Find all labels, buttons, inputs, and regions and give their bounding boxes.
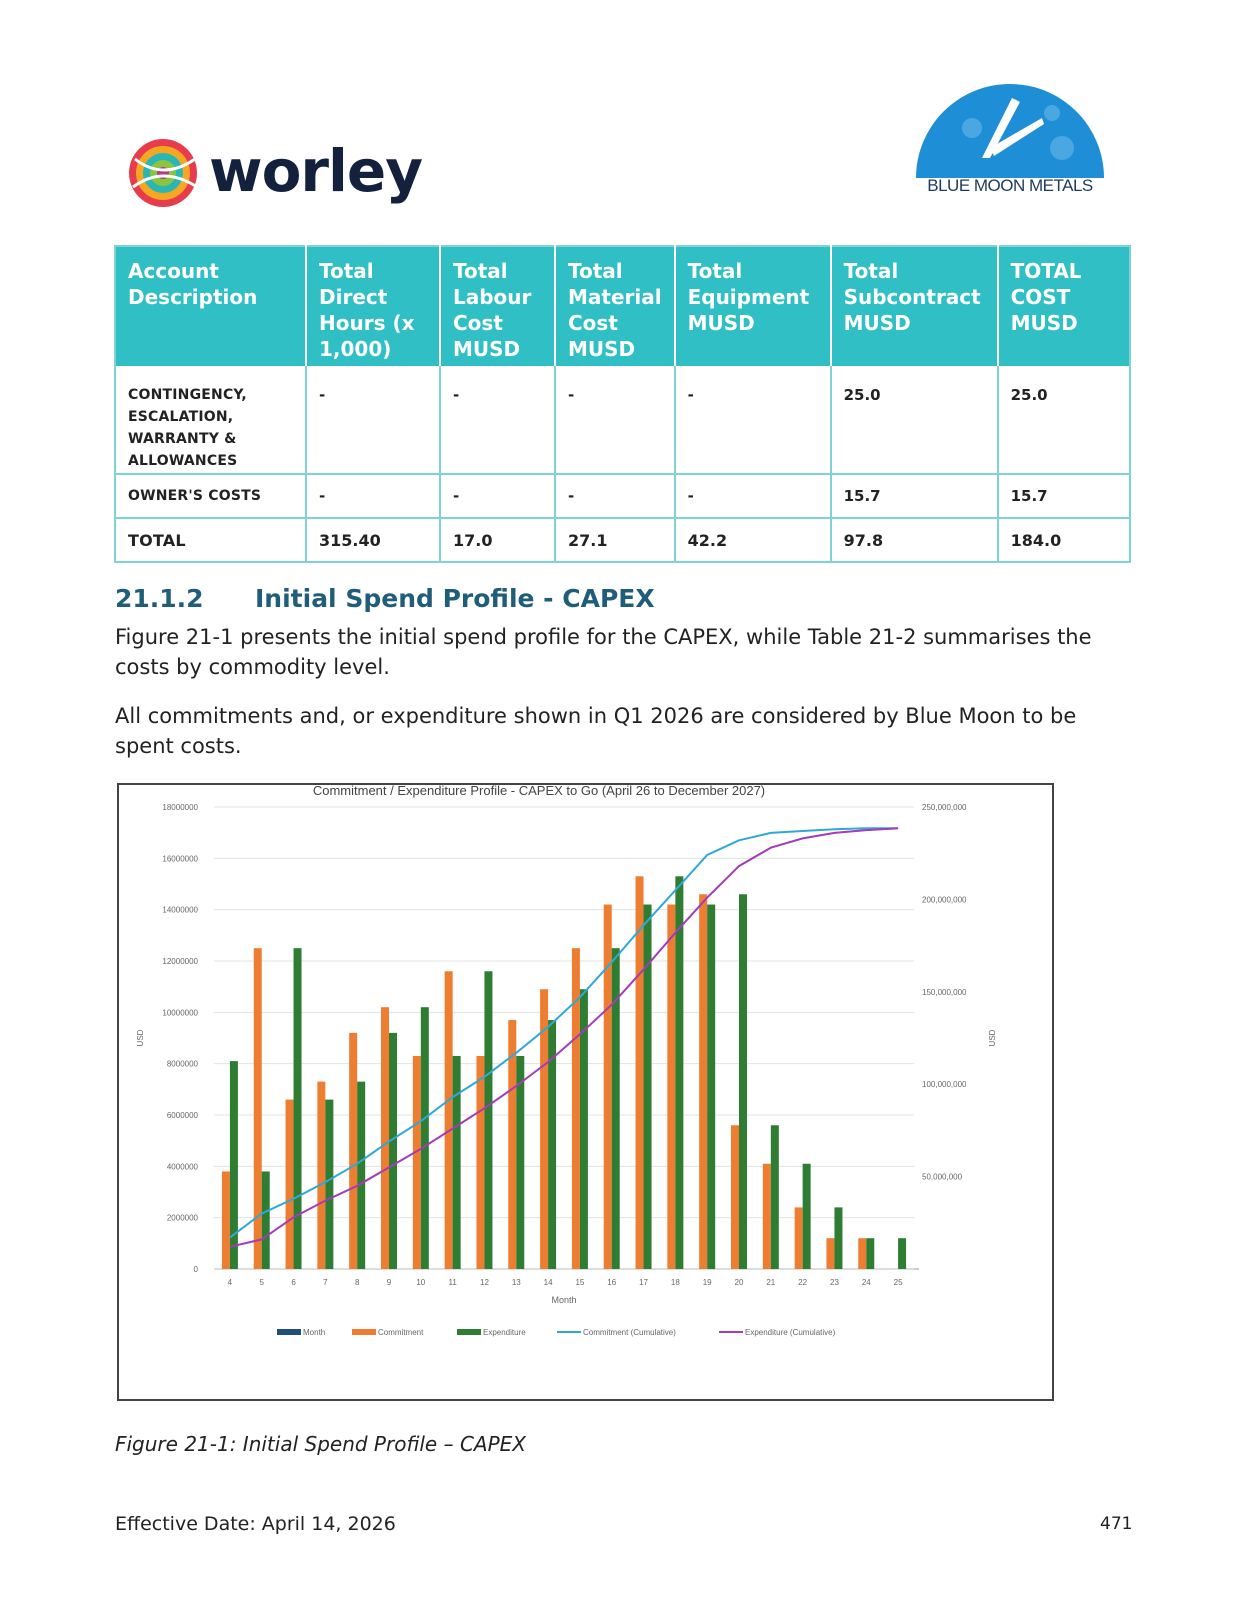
commitment-bar (731, 1125, 739, 1269)
table-row (115, 366, 1130, 474)
x-tick-label: 12 (480, 1278, 489, 1287)
x-tick-label: 9 (386, 1278, 392, 1287)
legend-label: Expenditure (483, 1328, 526, 1337)
table-cell: 315.40 (306, 518, 440, 562)
expenditure-bar (516, 1056, 524, 1269)
commitment-bar (858, 1238, 866, 1269)
paragraph: All commitments and, or expenditure shown in Q1 2026 are considered by Blue Moon to be spent costs. (115, 704, 1077, 758)
y-tick-label: 16000000 (162, 854, 198, 864)
table-row (115, 474, 1130, 518)
x-tick-label: 18 (670, 1278, 680, 1287)
y2-tick-label: 150,000,000 (922, 987, 967, 997)
header-equipment: Total Equipment MUSD (675, 246, 831, 366)
table-cell: - (555, 474, 675, 518)
x-tick-label: 13 (511, 1278, 521, 1287)
commitment-bar (254, 948, 262, 1269)
expenditure-bar (262, 1171, 270, 1269)
expenditure-bar (389, 1033, 397, 1269)
spend-profile-chart (117, 783, 1054, 1401)
commitment-bar (222, 1171, 230, 1269)
legend-swatch (277, 1329, 301, 1335)
expenditure-bar (739, 894, 747, 1269)
table-cell: 97.8 (831, 518, 998, 562)
y2-tick-label: 100,000,000 (922, 1080, 967, 1090)
table-cell: 25.0 (831, 366, 998, 474)
expenditure-bar (675, 876, 683, 1269)
commitment-bar (763, 1164, 771, 1269)
x-tick-label: 4 (227, 1278, 233, 1287)
y-tick-label: 10000000 (162, 1008, 198, 1018)
cost-table (114, 245, 1131, 563)
legend-label: Month (303, 1328, 326, 1337)
x-axis-label: Month (551, 1295, 577, 1305)
y-tick-label: 4000000 (166, 1162, 198, 1172)
commitment-bar (667, 905, 675, 1269)
table-cell: 42.2 (675, 518, 831, 562)
table-cell: 184.0 (998, 518, 1130, 562)
x-tick-label: 22 (798, 1278, 808, 1287)
moon-icon (912, 78, 1108, 178)
y-tick-label: 6000000 (166, 1111, 198, 1120)
table-cell: - (440, 366, 555, 474)
x-tick-label: 8 (354, 1278, 360, 1287)
table-cell: - (675, 474, 831, 518)
legend-label: Commitment (Cumulative) (583, 1328, 676, 1337)
y-axis-label: USD (136, 1029, 145, 1047)
paragraph: Figure 21-1 presents the initial spend profile for the CAPEX, while Table 21-2 summarises the costs by commodity level. (115, 625, 1092, 679)
expenditure-bar (803, 1164, 811, 1269)
commitment-bar (413, 1056, 421, 1269)
expenditure-bar (771, 1125, 779, 1269)
header-total-cost: TOTAL COST MUSD (998, 246, 1130, 366)
x-tick-label: 6 (291, 1278, 296, 1287)
legend-swatch (352, 1329, 376, 1335)
expenditure-bar (834, 1207, 842, 1269)
y-tick-label: 2000000 (166, 1213, 198, 1223)
y-tick-label: 18000000 (162, 803, 198, 812)
x-tick-label: 21 (766, 1278, 776, 1287)
table-cell: 15.7 (998, 474, 1130, 518)
commitment-bar (381, 1007, 389, 1269)
section-number: 21.1.2 (115, 584, 204, 613)
table-header-row (115, 246, 1130, 366)
y-tick-label: 14000000 (162, 905, 198, 915)
table-cell: 25.0 (998, 366, 1130, 474)
commitment-bar (604, 905, 612, 1269)
legend-label: Commitment (378, 1328, 424, 1337)
table-cell: - (675, 366, 831, 474)
table-cell: - (555, 366, 675, 474)
expenditure-bar (898, 1238, 906, 1269)
chart-svg (119, 785, 1052, 1399)
commitment-bar (476, 1056, 484, 1269)
table-cell: 27.1 (555, 518, 675, 562)
x-tick-label: 5 (259, 1278, 264, 1287)
table-cell: TOTAL (115, 518, 306, 562)
figure-caption: Figure 21-1: Initial Spend Profile – CAPEX (115, 1432, 526, 1456)
y-tick-label: 12000000 (162, 957, 198, 966)
x-tick-label: 24 (861, 1278, 871, 1287)
table-cell: - (306, 474, 440, 518)
x-tick-label: 7 (323, 1278, 328, 1287)
x-tick-label: 25 (893, 1278, 903, 1287)
x-tick-label: 11 (448, 1278, 457, 1287)
table-cell: OWNER'S COSTS (115, 474, 306, 518)
expenditure-bar (644, 905, 652, 1269)
worley-swirl-icon (125, 135, 205, 215)
x-tick-label: 14 (543, 1278, 553, 1287)
header-subcontract: Total Subcontract MUSD (831, 246, 998, 366)
section-heading (115, 584, 655, 613)
expenditure-bar (453, 1056, 461, 1269)
legend-swatch (457, 1329, 481, 1335)
header-labour-cost: Total Labour Cost MUSD (440, 246, 555, 366)
expenditure-bar (325, 1100, 333, 1269)
commitment-bar (286, 1100, 294, 1269)
expenditure-bar (357, 1082, 365, 1269)
table-cell: 17.0 (440, 518, 555, 562)
blue-moon-wordmark: BLUE MOON METALS (927, 176, 1093, 195)
commitment-bar (826, 1238, 834, 1269)
chart-title: Commitment / Expenditure Profile - CAPEX to Go (April 26 to December 2027) (312, 785, 766, 798)
y2-tick-label: 50,000,000 (922, 1172, 963, 1182)
x-tick-label: 19 (702, 1278, 712, 1287)
x-tick-label: 20 (734, 1278, 744, 1287)
commitment-bar (795, 1207, 803, 1269)
y-tick-label: 0 (193, 1265, 198, 1274)
header-account-description: Account Description (115, 246, 306, 366)
expenditure-bar (866, 1238, 874, 1269)
commitment-bar (636, 876, 644, 1269)
x-tick-label: 17 (639, 1278, 648, 1287)
table-cell: - (440, 474, 555, 518)
commitment-bar (699, 894, 707, 1269)
x-tick-label: 23 (830, 1278, 839, 1287)
page-number: 471 (1100, 1514, 1133, 1534)
blue-moon-logo (912, 78, 1108, 202)
table-row-total (115, 518, 1130, 562)
x-tick-label: 15 (575, 1278, 585, 1287)
worley-wordmark: worley (209, 137, 423, 205)
commitment-bar (445, 971, 453, 1269)
y2-tick-label: 250,000,000 (922, 803, 967, 812)
table-cell: CONTINGENCY, ESCALATION, WARRANTY & ALLOWANCES (115, 366, 306, 474)
commitment-bar (317, 1082, 325, 1269)
table-cell: 15.7 (831, 474, 998, 518)
commitment-bar (349, 1033, 357, 1269)
y2-tick-label: 200,000,000 (922, 895, 967, 905)
expenditure-bar (421, 1007, 429, 1269)
legend-label: Expenditure (Cumulative) (745, 1328, 836, 1337)
footer-effective-date: Effective Date: April 14, 2026 (115, 1513, 396, 1535)
header-direct-hours: Total Direct Hours (x 1,000) (306, 246, 440, 366)
table-cell: - (306, 366, 440, 474)
header-material-cost: Total Material Cost MUSD (555, 246, 675, 366)
expenditure-bar (484, 971, 492, 1269)
commitment-bar (572, 948, 580, 1269)
section-title: Initial Spend Profile - CAPEX (255, 584, 655, 613)
expenditure-bar (294, 948, 302, 1269)
y-tick-label: 8000000 (166, 1059, 198, 1069)
expenditure-bar (707, 905, 715, 1269)
x-tick-label: 16 (607, 1278, 617, 1287)
y2-axis-label: USD (988, 1029, 997, 1047)
x-tick-label: 10 (416, 1278, 426, 1287)
worley-logo (125, 135, 435, 215)
